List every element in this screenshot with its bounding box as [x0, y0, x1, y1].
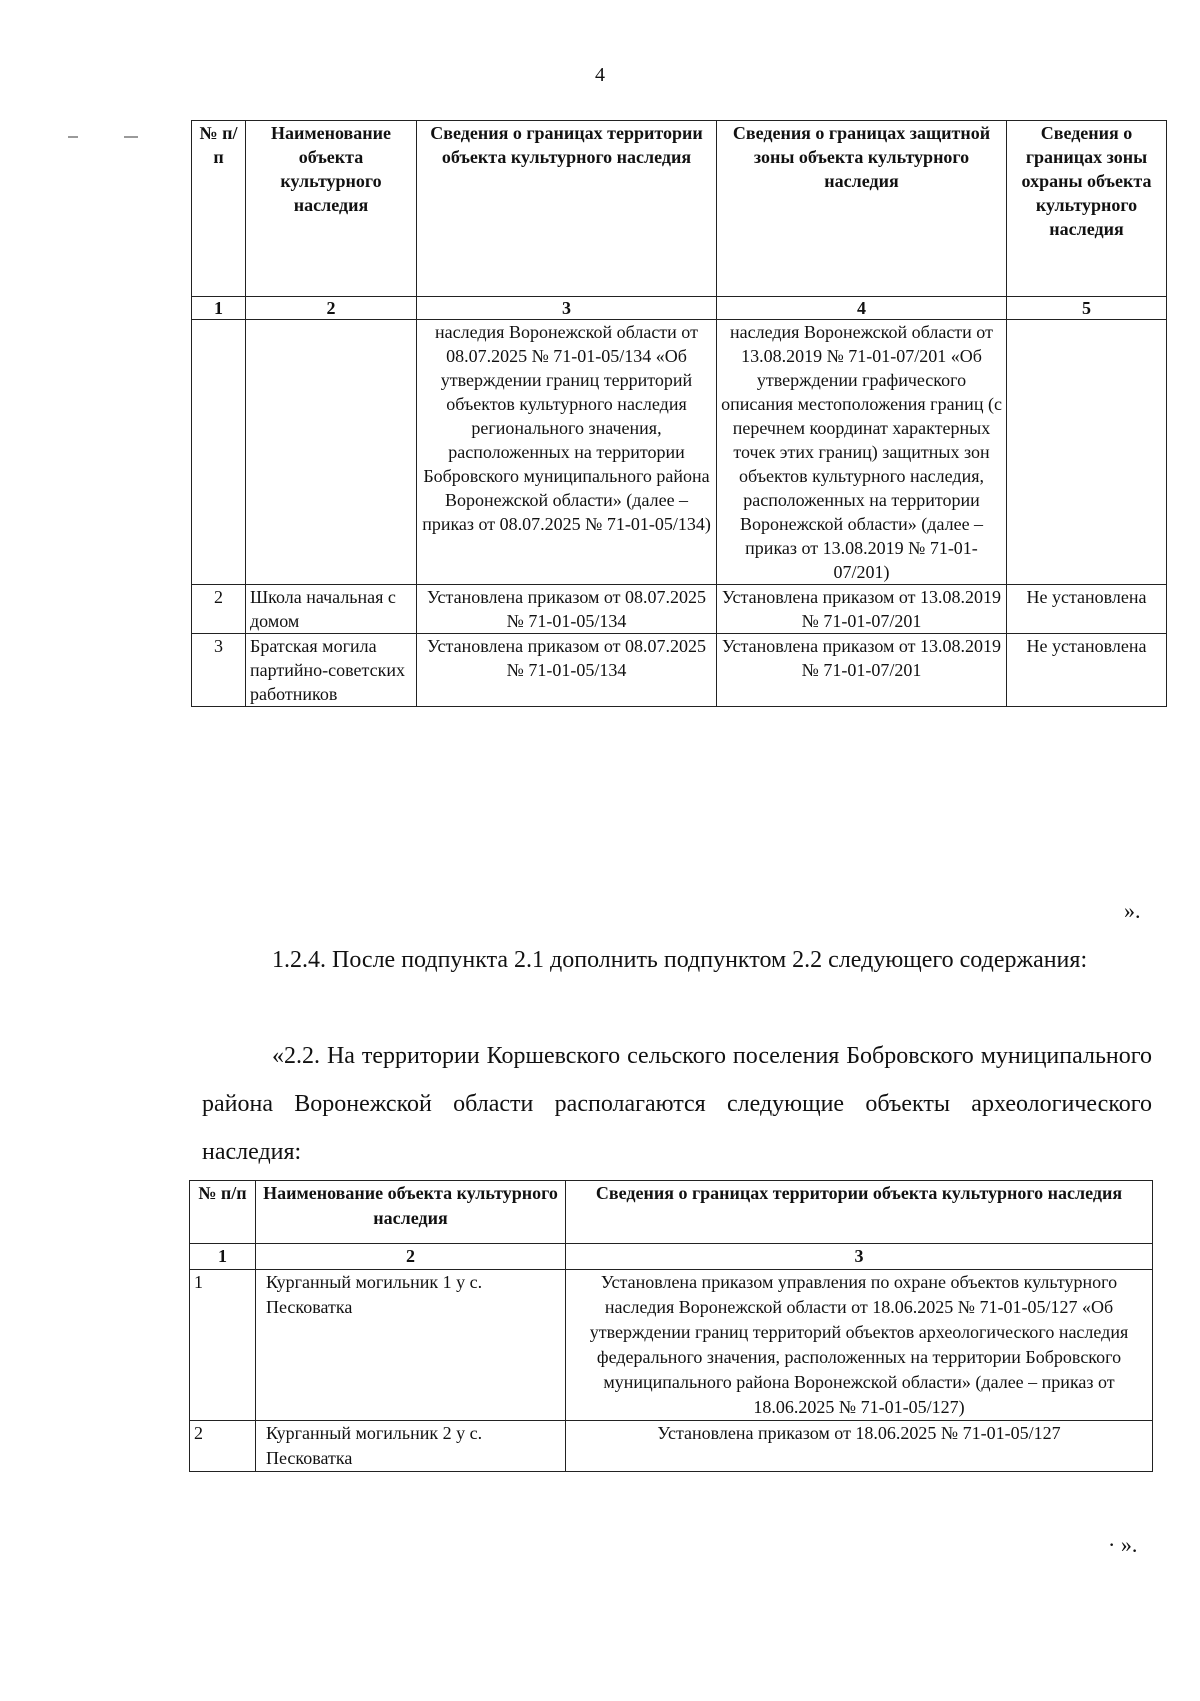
- table-row: [192, 320, 1167, 585]
- row-number: [192, 320, 246, 585]
- table-row: [190, 1270, 1153, 1421]
- paragraph-1-2-4: [202, 936, 1152, 984]
- table-header-row: [192, 121, 1167, 297]
- table1-closing-quote: ».: [1124, 898, 1141, 923]
- territory-boundaries: Установлена приказом от 08.07.2025 № 71-01-05/134: [417, 634, 717, 707]
- table-header-row: [190, 1181, 1153, 1244]
- margin-mark: [124, 136, 138, 138]
- column-number-row: [192, 297, 1167, 320]
- column-number: 4: [717, 297, 1007, 320]
- object-name: [246, 320, 417, 585]
- column-number: 1: [192, 297, 246, 320]
- protection-zone-boundaries: [1007, 320, 1167, 585]
- row-number: 1: [190, 1270, 256, 1421]
- margin-mark: [68, 136, 78, 138]
- table-row: [192, 585, 1167, 634]
- archaeological-objects-table: [189, 1180, 1153, 1472]
- table-row: [192, 634, 1167, 707]
- table2-closing-quote: · ».: [1108, 1532, 1138, 1557]
- row-number: 2: [192, 585, 246, 634]
- territory-boundaries: наследия Воронежской области от 08.07.2025 № 71-01-05/134 «Об утверждении границ территорий объектов культурного наследия регионального значения, расположенных на территории Бобровского муниципального района Воронежской области» (далее – приказ от 08.07.2025 № 71-01-05/134): [417, 320, 717, 585]
- protective-zone-boundaries: Установлена приказом от 13.08.2019 № 71-01-07/201: [717, 585, 1007, 634]
- object-name: Школа начальная с домом: [246, 585, 417, 634]
- column-number: 2: [246, 297, 417, 320]
- column-number: 1: [190, 1244, 256, 1270]
- header-cell: № п/п: [190, 1181, 256, 1244]
- paragraph-text: «2.2. На территории Коршевского сельского поселения Бобровского муниципального района Воронежской области располагаются следующие объекты археологического наследия:: [202, 1043, 1152, 1165]
- column-number: 5: [1007, 297, 1167, 320]
- column-number: 2: [256, 1244, 566, 1270]
- column-number-row: [190, 1244, 1153, 1270]
- paragraph-text: 1.2.4. После подпункта 2.1 дополнить подпунктом 2.2 следующего содержания:: [272, 947, 1088, 973]
- protection-zone-boundaries: Не установлена: [1007, 634, 1167, 707]
- header-cell: Наименование объекта культурного наследия: [246, 121, 417, 297]
- header-cell: Сведения о границах защитной зоны объекта культурного наследия: [717, 121, 1007, 297]
- header-cell: Сведения о границах зоны охраны объекта культурного наследия: [1007, 121, 1167, 297]
- object-name: Братская могила партийно-советских работников: [246, 634, 417, 707]
- row-number: 2: [190, 1421, 256, 1472]
- page-number: 4: [595, 64, 605, 86]
- protection-zone-boundaries: Не установлена: [1007, 585, 1167, 634]
- object-name: Курганный могильник 2 у с. Песковатка: [256, 1421, 566, 1472]
- table-row: [190, 1421, 1153, 1472]
- protective-zone-boundaries: Установлена приказом от 13.08.2019 № 71-01-07/201: [717, 634, 1007, 707]
- header-cell: Наименование объекта культурного наследия: [256, 1181, 566, 1244]
- header-cell: № п/п: [192, 121, 246, 297]
- paragraph-2-2: [202, 1032, 1152, 1176]
- row-number: 3: [192, 634, 246, 707]
- territory-boundaries: Установлена приказом управления по охране объектов культурного наследия Воронежской области от 18.06.2025 № 71-01-05/127 «Об утверждении границ территорий объектов археологического наследия федерального значения, расположенных на территории Бобровского муниципального района Воронежской области» (далее – приказ от 18.06.2025 № 71-01-05/127): [566, 1270, 1153, 1421]
- territory-boundaries: Установлена приказом от 08.07.2025 № 71-01-05/134: [417, 585, 717, 634]
- heritage-objects-table: [191, 120, 1167, 707]
- header-cell: Сведения о границах территории объекта культурного наследия: [417, 121, 717, 297]
- column-number: 3: [566, 1244, 1153, 1270]
- territory-boundaries: Установлена приказом от 18.06.2025 № 71-01-05/127: [566, 1421, 1153, 1472]
- object-name: Курганный могильник 1 у с. Песковатка: [256, 1270, 566, 1421]
- header-cell: Сведения о границах территории объекта культурного наследия: [566, 1181, 1153, 1244]
- column-number: 3: [417, 297, 717, 320]
- protective-zone-boundaries: наследия Воронежской области от 13.08.2019 № 71-01-07/201 «Об утверждении графического описания местоположения границ (с перечнем координат характерных точек этих границ) защитных зон объектов культурного наследия, расположенных на территории Воронежской области» (далее – приказ от 13.08.2019 № 71-01-07/201): [717, 320, 1007, 585]
